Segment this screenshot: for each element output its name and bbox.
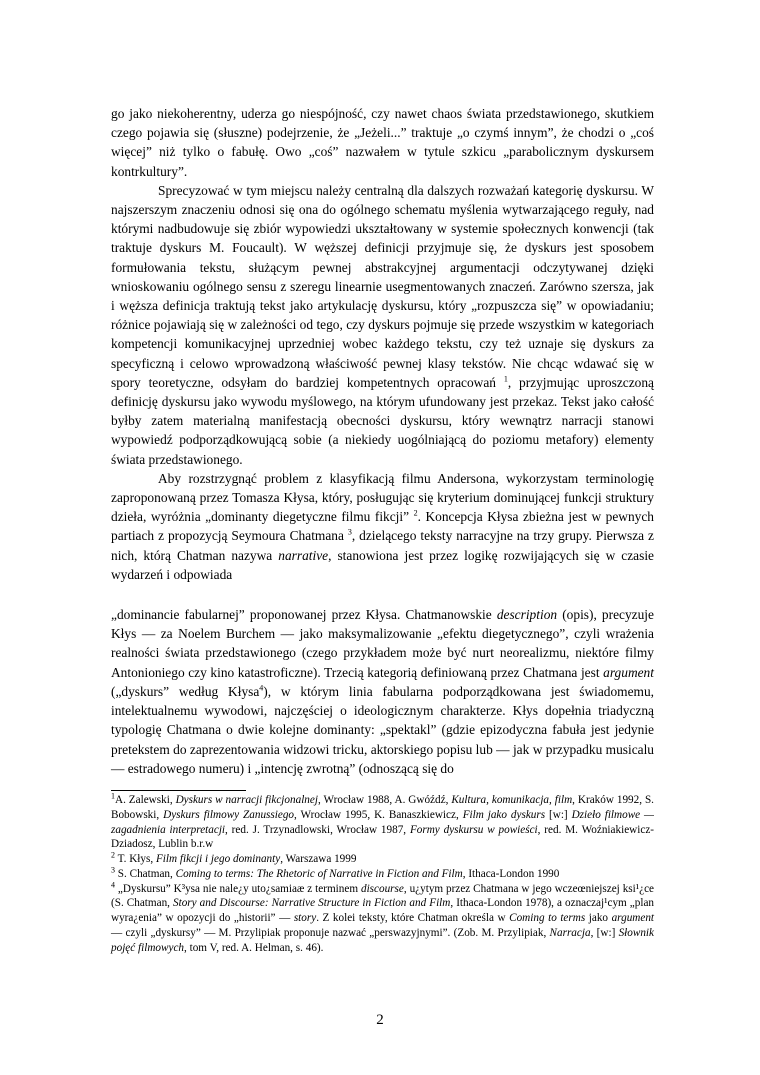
footnote-2: $^2$ T. Kłys, Film fikcji i jego dominanty, Warszawa 1999 [111,850,357,866]
page-body [111,104,654,956]
page-number: 2 [376,1012,384,1028]
footnote-ref-3[interactable]: 3 [347,528,352,537]
footnote-ref-2[interactable]: 2 [413,508,418,518]
paragraph-3: Aby rozstrzygnąć problem z klasyfikacją filmu Andersona, wykorzystam terminologię zaproponowaną przez Tomasza Kłysa, który, posługując się kryterium dominującej funkcji struktury dzieła, wyróżnia „dominanty diegetyczne filmu fikcji” $^2$. Koncepcja Kłysa zbieżna jest w pewnych partiach z propozycją Seymoura Chatmana $^3$, dzielącego teksty narracyjne na trzy grupy. Pierwsza z nich, którą Chatman nazywa narrative, stanowiona jest przez logikę rozwijających się w czasie wydarzeń i odpowiada [111,470,654,582]
footnote-separator [111,790,246,791]
paragraph-1 [111,104,654,181]
footnote-4: $^4$ „Dyskursu” K³ysa nie nale¿y uto¿samiaæ z terminem discourse, u¿ytym przez Chatmana w jego wczeœniejszej ksi¹¿ce (S. Chatman, Story and Discourse: Narrative Structure in Fiction and Film, Ithaca-London 1978), a oznaczaj¹cym „plan wyra¿enia” w opozycji do „historii” — story. Z kolei teksty, które Chatman określa w Coming to terms jako argument — czyli „dyskursy” — M. Przylipiak proponuje nazwać „perswazyjnymi”. (Zob. M. Przylipiak, Narracja, [w:] Słownik pojęć filmowych, tom V, red. A. Helman, s. 46). [111,879,655,954]
paragraph-2: Sprecyzować w tym miejscu należy centralną dla dalszych rozważań kategorię dyskursu. W najszerszym znaczeniu odnosi się ona do ogólnego schematu myślenia wytwarzającego reguły, nad którymi nadbudowuje się zbiór wypowiedzi ukształtowany w systemie społecznych konwencji (tak traktuje dyskurs M. Foucault). W węższej definicji przyjmuje się, że dyskurs jest sposobem formułowania tekstu, służącym pewnej abstrakcyjnej argumentacji odczytywanej dzięki wnioskowaniu ogólnego sensu z szeregu linearnie usegmentowanych znaczeń. Zarówno szersza, jak i węższa definicja traktują tekst jako artykulację dyskursu, który „rozpuszcza się” w opowiadaniu; różnice pojawiają się w zależności od tego, czy dyskurs pojmuje się przede wszystkim w kategoriach kompetencji komunikacyjnej uprzedniej wobec każdego tekstu, czy też uznaje się dyskurs za specyficzną i celowo wprowadzoną właściwość pewnej klasy tekstów. Nie chcąc wdawać się w spory teoretyczne, odsyłam do bardziej kompetentnych opracowań $^1$, przyjmując uproszczoną definicję dyskursu jako wywodu myślowego, na którym ufundowany jest przekaz. Tekst jako całość byłby zatem materialną manifestacją obecności dyskursu, który wewnątrz narracji stanowi wypowiedź podporządkowującą sobie (a niekiedy uogólniającą do poziomu metafory) elementy świata przedstawionego. [111,182,654,467]
paragraph-text: go jako niekoherentny, uderza go niespójność, czy nawet chaos świata przedstawionego, skutkiem czego pojawia się (słuszne) podejrzenie, że „Jeżeli...” traktuje „o czymś innym”, że chodzi o „coś więcej” niż tylko o fabułę. Owo „coś” nazwałem w tytule szkicu „parabolicznym dyskursem kontrkultury”. [111,106,654,179]
footnote-3: $^3$ S. Chatman, Coming to terms: The Rhetoric of Narrative in Fiction and Film, Ithaca-London 1990 [111,865,560,880]
footnote-ref-4[interactable]: 4 [259,683,264,693]
paragraph-4: „dominancie fabularnej” proponowanej przez Kłysa. Chatmanowskie description (opis), precyzuje Kłys — za Noelem Burchem — jako maksymalizowanie „efektu diegetycznego”, czyli wrażenia realności świata przedstawionego (czego przykładem może być nurt neorealizmu, niektóre filmy Antonioniego czy kino katastroficzne). Trzecią kategorią definiowaną przez Chatmana jest argument („dyskurs” według Kłysa$^4$), w którym linia fabularna podporządkowana jest świadomemu, intelektualnemu wywodowi, najczęściej o ideologicznym charakterze. Kłys dopełnia triadyczną typologię Chatmana o dwie kolejne dominanty: „spektakl” (gdzie epizodyczna fabuła jest jedynie pretekstem do zaprezentowania widzowi tricku, aktorskiego popisu lub — jak w przypadku musicalu — estradowego numeru) i „intencję zwrotną” (odnoszącą się do [111,607,654,776]
footnote-1: $^1$A. Zalewski, Dyskurs w narracji fikcjonalnej, Wrocław 1988, A. Gwóźdź, Kultura, komunikacja, film, Kraków 1992, S. Bobowski, Dyskurs filmowy Zanussiego, Wrocław 1995, K. Banaszkiewicz, Film jako dyskurs [w:] Dzieło filmowe — zagadnienia interpretacji, red. J. Trzynadlowski, Wrocław 1987, Formy dyskursu w powieści, red. M. Woźniakiewicz-Dziadosz, Lublin b.r.w [111,791,655,851]
footnote-ref-1[interactable]: 1 [503,374,508,384]
